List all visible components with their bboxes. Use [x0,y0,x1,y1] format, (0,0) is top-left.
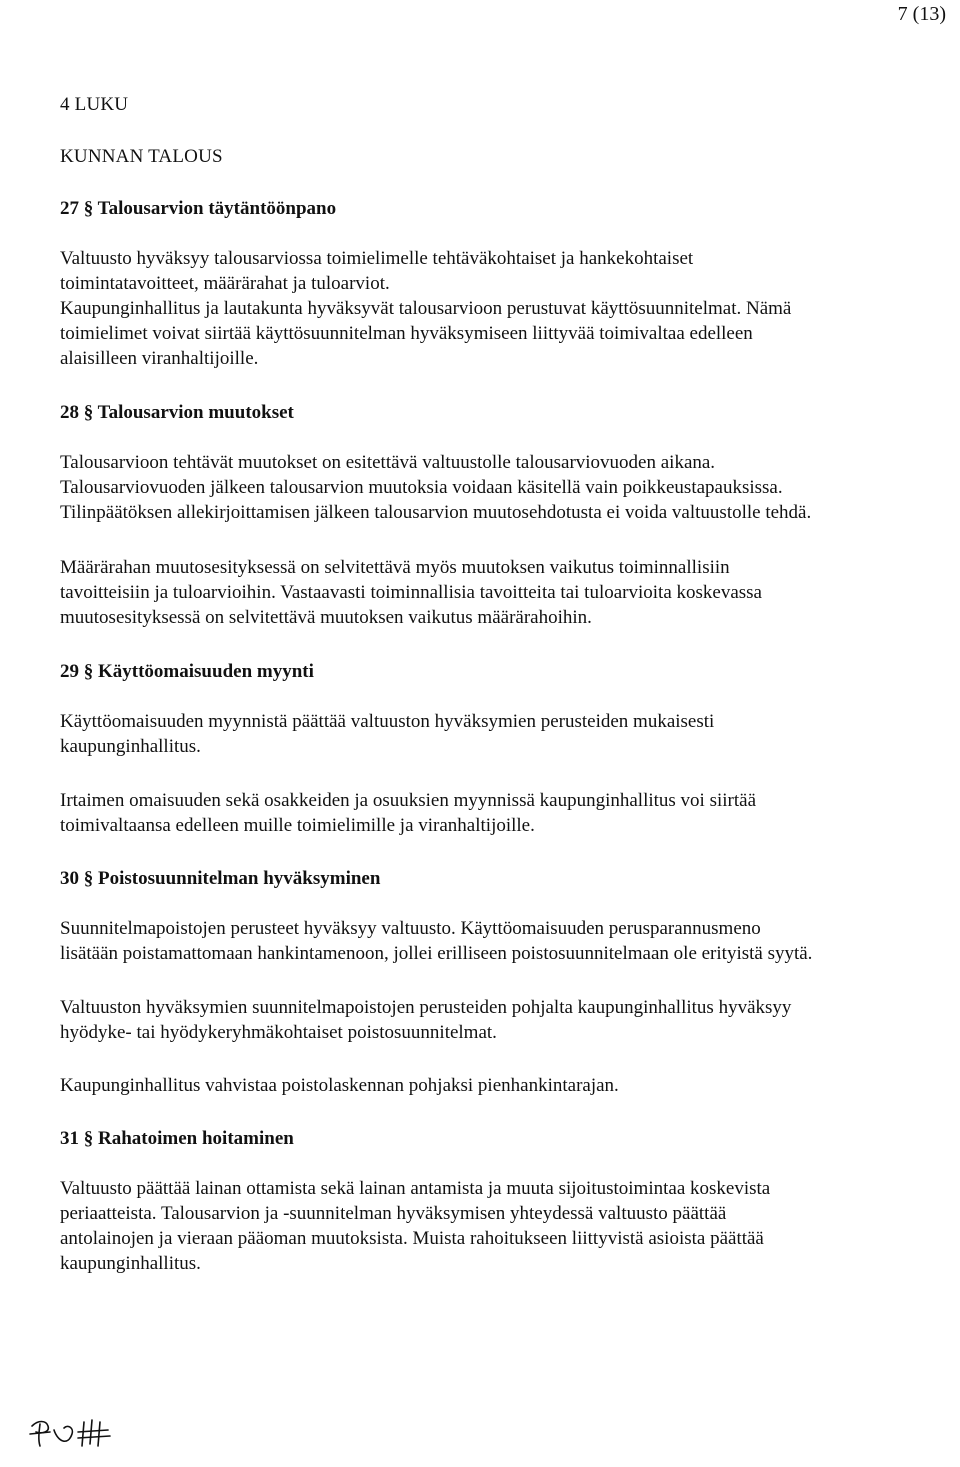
paragraph-line: kaupunginhallitus. [60,736,201,757]
paragraph-line: Käyttöomaisuuden myynnistä päättää valtuuston hyväksymien perusteiden mukaisesti [60,711,715,732]
paragraph-line: toimielimet voivat siirtää käyttösuunnitelman hyväksymiseen liittyvää toimivaltaa edelleen [60,323,753,344]
handwritten-initials [28,1412,120,1452]
paragraph-line: muutosesityksessä on selvitettävä muutoksen vaikutus määrärahoihin. [60,607,592,628]
paragraph-line: toimivaltaansa edelleen muille toimielimille ja viranhaltijoille. [60,815,535,836]
paragraph-line: Talousarvioon tehtävät muutokset on esitettävä valtuustolle talousarviovuoden aikana. [60,452,716,473]
paragraph-line: Tilinpäätöksen allekirjoittamisen jälkeen talousarvion muutosehdotusta ei voida valtuustolle tehdä. [60,502,812,523]
paragraph-line: tavoitteisiin ja tuloarvioihin. Vastaavasti toiminnallisia tavoitteita tai tuloarvioita koskevassa [60,582,762,603]
page-number: 7 (13) [897,3,946,25]
paragraph-line: Kaupunginhallitus ja lautakunta hyväksyvät talousarvioon perustuvat käyttösuunnitelmat. Nämä [60,298,792,319]
chapter-label: 4 LUKU [60,94,129,115]
paragraph-line: alaisilleen viranhaltijoille. [60,348,259,369]
paragraph-line: kaupunginhallitus. [60,1253,201,1274]
chapter-title: KUNNAN TALOUS [60,146,223,167]
paragraph-line: hyödyke- tai hyödykeryhmäkohtaiset poistosuunnitelmat. [60,1022,497,1043]
section-heading-27: 27 § Talousarvion täytäntöönpano [60,198,337,219]
paragraph-line: Talousarviovuoden jälkeen talousarvion muutoksia voidaan käsitellä vain poikkeustapauksissa. [60,477,783,498]
paragraph-line: Valtuusto päättää lainan ottamista sekä lainan antamista ja muuta sijoitustoimintaa koskevista [60,1178,771,1199]
paragraph-line: toimintatavoitteet, määrärahat ja tuloarviot. [60,273,390,294]
section-heading-29: 29 § Käyttöomaisuuden myynti [60,661,314,682]
section-heading-28: 28 § Talousarvion muutokset [60,402,294,423]
paragraph-line: periaatteista. Talousarvion ja -suunnitelman hyväksymisen yhteydessä valtuusto päättää [60,1203,727,1224]
paragraph-line: Suunnitelmapoistojen perusteet hyväksyy valtuusto. Käyttöomaisuuden perusparannusmeno [60,918,761,939]
paragraph-line: antolainojen ja vieraan pääoman muutoksista. Muista rahoitukseen liittyvistä asioista päättää [60,1228,764,1249]
paragraph-line: Valtuuston hyväksymien suunnitelmapoistojen perusteiden pohjalta kaupunginhallitus hyväksyy [60,997,792,1018]
paragraph-line: Valtuusto hyväksyy talousarviossa toimielimelle tehtäväkohtaiset ja hankekohtaiset [60,248,694,269]
section-heading-31: 31 § Rahatoimen hoitaminen [60,1128,294,1149]
section-heading-30: 30 § Poistosuunnitelman hyväksyminen [60,868,381,889]
paragraph-line: Määrärahan muutosesityksessä on selvitettävä myös muutoksen vaikutus toiminnallisiin [60,557,730,578]
paragraph-line: Irtaimen omaisuuden sekä osakkeiden ja osuuksien myynnissä kaupunginhallitus voi siirtää [60,790,757,811]
paragraph-line: lisätään poistamattomaan hankintamenoon, jollei erilliseen poistosuunnitelmaan ole erityistä syytä. [60,943,813,964]
paragraph-line: Kaupunginhallitus vahvistaa poistolaskennan pohjaksi pienhankintarajan. [60,1075,619,1096]
